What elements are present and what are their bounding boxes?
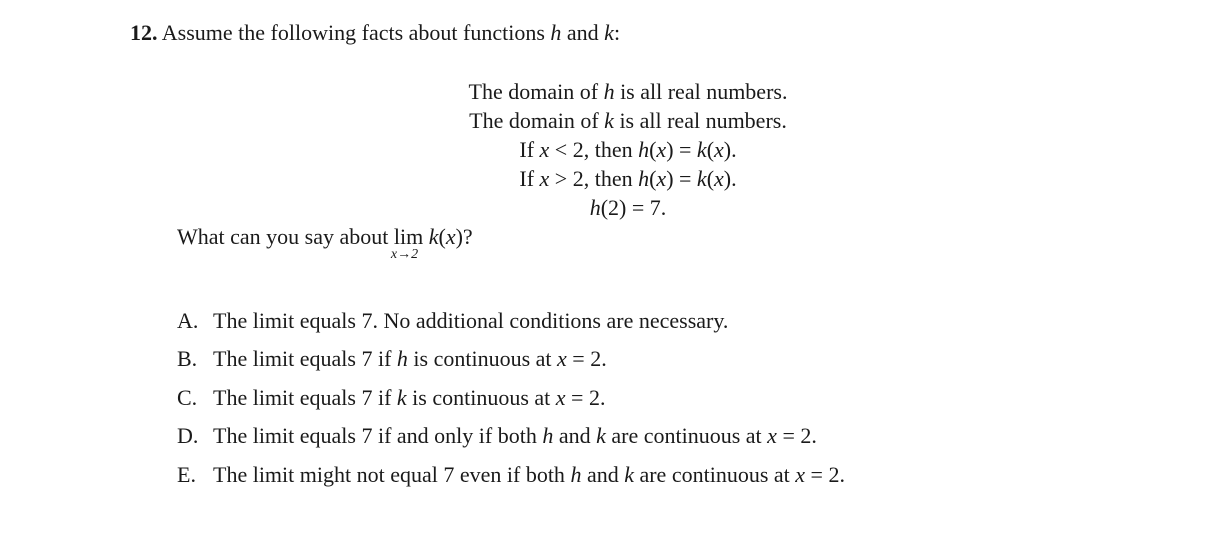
choice-letter: D. — [177, 423, 199, 448]
choice-b[interactable]: B. The limit equals 7 if h is continuous at x = 2. — [177, 346, 607, 371]
choice-d[interactable]: D. The limit equals 7 if and only if both h and k are continuous at x = 2. — [177, 423, 817, 448]
fact-h-of-2: h(2) = 7. — [589, 195, 667, 220]
choice-a[interactable]: A. The limit equals 7. No additional conditions are necessary. — [177, 308, 729, 333]
choice-letter: C. — [177, 385, 198, 410]
and-word: and — [566, 20, 599, 45]
choice-letter: B. — [177, 346, 198, 371]
colon: : — [613, 20, 621, 45]
choice-letter: E. — [177, 462, 196, 487]
fact-x-greater-2: If x > 2, then h(x) = k(x). — [519, 166, 737, 191]
fact-domain-h: The domain of h is all real numbers. — [468, 79, 788, 104]
question-text: What can you say about — [177, 224, 394, 249]
choice-e[interactable]: E. The limit might not equal 7 even if both h and k are continuous at x = 2. — [177, 462, 845, 487]
function-k: k — [604, 20, 614, 45]
question: What can you say about lim x→2 k(x)? — [177, 224, 473, 262]
problem-header — [130, 22, 620, 44]
choice-c[interactable]: C. The limit equals 7 if k is continuous at x = 2. — [177, 385, 606, 410]
function-h: h — [550, 20, 562, 45]
limit-operator: lim x→2 — [390, 224, 424, 262]
problem-intro: Assume the following facts about functions — [161, 20, 545, 45]
choice-letter: A. — [177, 308, 199, 333]
fact-domain-k: The domain of k is all real numbers. — [469, 108, 787, 133]
fact-x-less-2: If x < 2, then h(x) = k(x). — [519, 137, 737, 162]
problem-number: 12. — [130, 20, 158, 45]
limit-subscript: x→2 — [390, 247, 419, 262]
